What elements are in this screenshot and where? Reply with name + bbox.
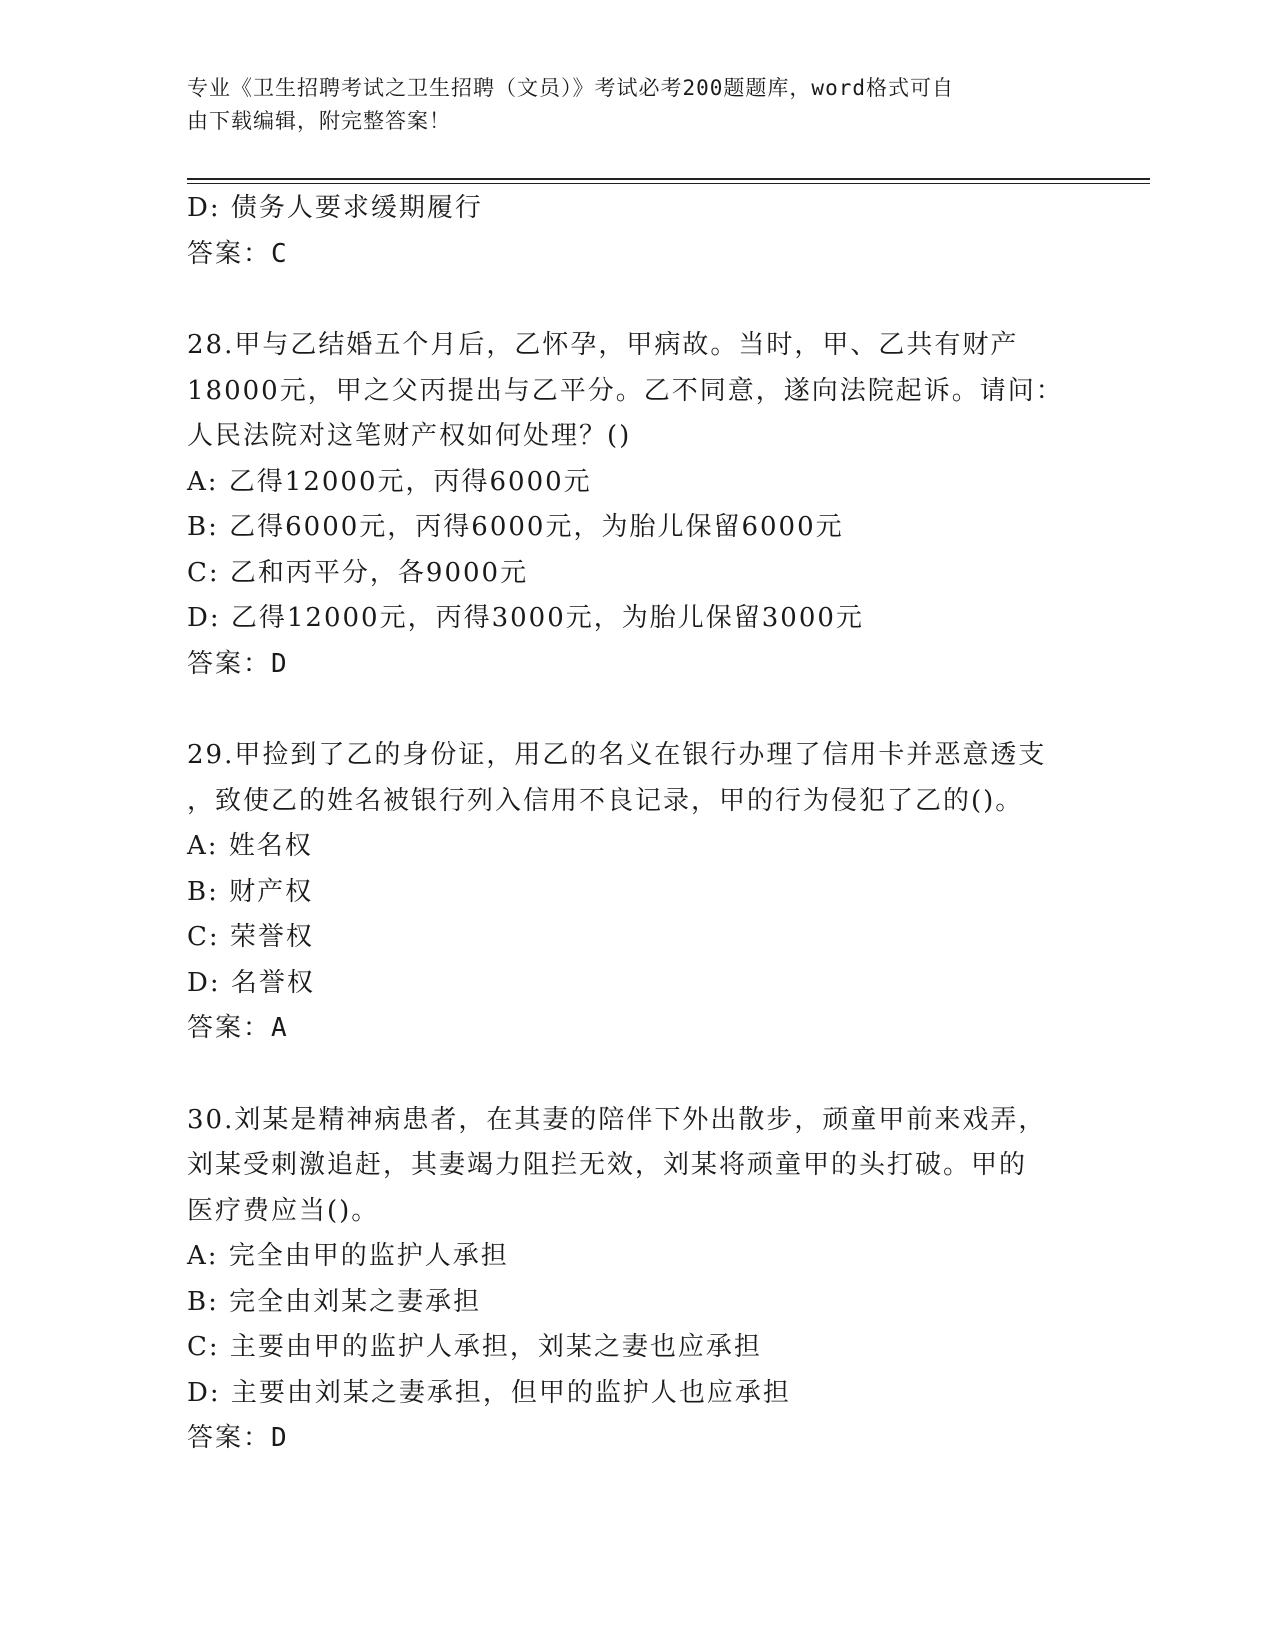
answer: 答案：D xyxy=(187,648,289,679)
option-a: A: 完全由甲的监护人承担 xyxy=(187,1241,509,1271)
prev-option-d: D: 债务人要求缓期履行 xyxy=(187,193,483,223)
question-stem-line: 28.甲与乙结婚五个月后，乙怀孕，甲病故。当时，甲、乙共有财产 xyxy=(187,330,1019,360)
question-stem-line: ，致使乙的姓名被银行列入信用不良记录，甲的行为侵犯了乙的()。 xyxy=(187,785,1024,816)
spacer xyxy=(187,1052,1087,1098)
question-28 xyxy=(187,323,1087,687)
option-d: D: 名誉权 xyxy=(187,967,315,998)
document-header xyxy=(187,72,1087,138)
answer: 答案：A xyxy=(187,1013,289,1043)
question-stem-line: 医疗费应当()。 xyxy=(187,1195,380,1226)
option-b: B: 财产权 xyxy=(187,876,314,907)
header-line-1: 专业《卫生招聘考试之卫生招聘（文员）》考试必考200题题库，word格式可自 xyxy=(187,76,954,100)
option-b: B: 乙得6000元，丙得6000元，为胎儿保留6000元 xyxy=(187,512,844,542)
question-stem-line: 30.刘某是精神病患者，在其妻的陪伴下外出散步，顽童甲前来戏弄， xyxy=(187,1104,1047,1135)
prev-answer: 答案：C xyxy=(187,238,289,269)
option-a: A: 姓名权 xyxy=(187,831,313,861)
header-divider xyxy=(187,178,1150,184)
question-list xyxy=(187,186,1087,1462)
question-stem-line: 29.甲捡到了乙的身份证，用乙的名义在银行办理了信用卡并恶意透支 xyxy=(187,740,1047,770)
question-30 xyxy=(187,1098,1087,1462)
option-b: B: 完全由刘某之妻承担 xyxy=(187,1286,482,1317)
option-c: C: 乙和丙平分，各9000元 xyxy=(187,557,529,588)
question-stem-line: 人民法院对这笔财产权如何处理？() xyxy=(187,421,632,451)
option-a: A: 乙得12000元，丙得6000元 xyxy=(187,466,592,497)
spacer xyxy=(187,687,1087,733)
header-line-2: 由下载编辑，附完整答案！ xyxy=(187,109,451,133)
option-d: D: 主要由刘某之妻承担，但甲的监护人也应承担 xyxy=(187,1377,791,1408)
spacer xyxy=(187,277,1087,323)
option-d: D: 乙得12000元，丙得3000元，为胎儿保留3000元 xyxy=(187,603,864,633)
option-c: C: 荣誉权 xyxy=(187,922,314,952)
question-stem-line: 18000元，甲之父丙提出与乙平分。乙不同意，遂向法院起诉。请问： xyxy=(187,375,1064,406)
question-stem-line: 刘某受刺激追赶，其妻竭力阻拦无效，刘某将顽童甲的头打破。甲的 xyxy=(187,1150,1028,1180)
question-29 xyxy=(187,733,1087,1052)
option-c: C: 主要由甲的监护人承担，刘某之妻也应承担 xyxy=(187,1332,762,1362)
answer: 答案：D xyxy=(187,1423,289,1453)
